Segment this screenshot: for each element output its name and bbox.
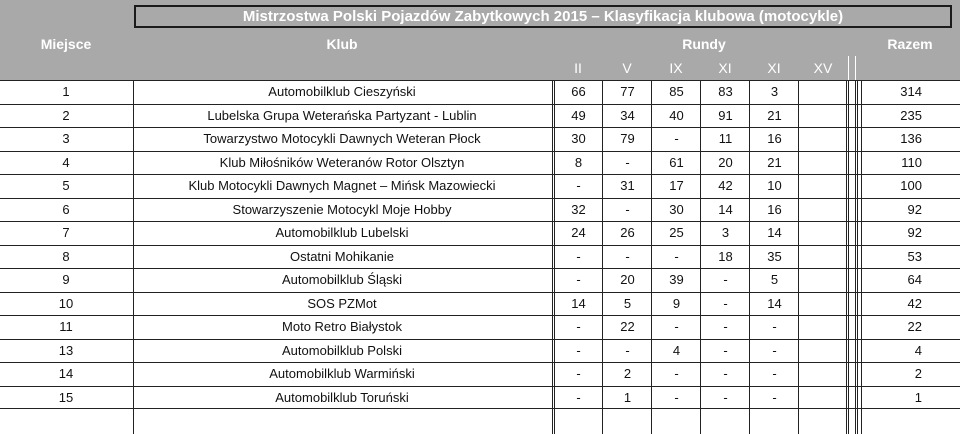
round-score-cell: - <box>674 131 679 146</box>
total-cell: 4 <box>914 342 922 358</box>
table-row <box>0 339 960 363</box>
round-score-cell: 16 <box>767 201 782 217</box>
table-row <box>0 104 960 128</box>
round-score-cell: - <box>772 319 777 334</box>
round-score-cell: - <box>625 342 630 358</box>
round-score-cell: - <box>723 389 728 405</box>
round-score-cell: - <box>625 248 630 264</box>
round-score-cell: - <box>576 178 581 193</box>
round-header: XI <box>767 60 781 76</box>
club-cell: Automobilklub Polski <box>282 342 402 358</box>
round-score-cell: 77 <box>620 84 635 99</box>
total-cell: 100 <box>900 178 922 193</box>
round-header: V <box>622 60 632 76</box>
header-place: Miejsce <box>40 36 92 52</box>
round-score-cell: - <box>625 201 630 217</box>
round-score-cell: 91 <box>718 107 733 123</box>
header-rounds: Rundy <box>682 36 726 52</box>
round-score-cell: 61 <box>669 154 684 170</box>
round-score-cell: - <box>674 389 679 405</box>
place-cell: 6 <box>62 201 70 217</box>
place-cell: 1 <box>62 84 70 99</box>
table-row <box>0 80 960 104</box>
round-score-cell: - <box>723 295 728 311</box>
round-score-cell: - <box>723 272 728 287</box>
table-row <box>0 221 960 245</box>
round-score-cell: 14 <box>767 295 782 311</box>
round-score-cell <box>799 105 848 128</box>
round-score-cell <box>799 363 848 386</box>
place-cell: 13 <box>58 342 74 358</box>
total-cell: 235 <box>900 107 922 123</box>
round-score-cell: 24 <box>571 225 586 240</box>
header-club: Klub <box>326 36 358 52</box>
total-cell: 110 <box>901 154 922 170</box>
total-cell: 92 <box>907 225 922 240</box>
place-cell: 5 <box>62 178 70 193</box>
table-row <box>0 151 960 175</box>
total-cell: 22 <box>907 319 922 334</box>
round-score-cell <box>799 128 848 151</box>
round-score-cell: 25 <box>669 225 684 240</box>
round-score-cell: - <box>576 366 581 381</box>
round-score-cell <box>799 293 848 316</box>
round-score-cell: 26 <box>620 225 635 240</box>
round-score-cell: 32 <box>571 201 586 217</box>
round-score-cell: 22 <box>620 319 635 334</box>
table-row <box>0 292 960 316</box>
place-cell: 9 <box>62 272 70 287</box>
round-score-cell: - <box>576 272 581 287</box>
place-cell: 3 <box>62 131 70 146</box>
club-cell: Automobilklub Toruński <box>275 389 409 405</box>
round-score-cell: 14 <box>767 225 782 240</box>
round-score-cell: - <box>772 389 777 405</box>
club-cell: Automobilklub Lubelski <box>275 225 409 240</box>
title-bar <box>0 0 960 32</box>
club-cell: Automobilklub Cieszyński <box>268 84 416 99</box>
round-score-cell: 1 <box>623 389 632 405</box>
club-cell: Automobilklub Warmiński <box>269 366 415 381</box>
round-score-cell <box>799 269 848 292</box>
header-row <box>0 32 960 56</box>
round-score-cell <box>799 152 848 175</box>
round-score-cell: 21 <box>767 107 782 123</box>
total-cell: 92 <box>907 201 922 217</box>
place-cell: 8 <box>62 248 70 264</box>
round-score-cell: 10 <box>767 178 782 193</box>
round-score-cell: 4 <box>672 342 681 358</box>
place-cell: 11 <box>59 319 73 334</box>
club-cell: Klub Motocykli Dawnych Magnet – Mińsk Mazowiecki <box>188 178 496 193</box>
round-header: II <box>574 60 582 76</box>
round-score-cell: - <box>576 319 581 334</box>
total-cell: 42 <box>907 295 922 311</box>
round-score-cell: 42 <box>718 178 733 193</box>
club-cell: Klub Miłośników Weteranów Rotor Olsztyn <box>219 154 465 170</box>
club-cell: Automobilklub Śląski <box>282 272 402 287</box>
round-score-cell: - <box>576 342 581 358</box>
round-score-cell: 5 <box>770 272 779 287</box>
place-cell: 10 <box>58 295 74 311</box>
round-score-cell: 83 <box>718 84 733 99</box>
round-score-cell: - <box>674 366 679 381</box>
round-score-cell: - <box>772 342 777 358</box>
round-header: XI <box>718 60 732 76</box>
round-score-cell <box>799 387 848 410</box>
round-score-cell: - <box>576 389 581 405</box>
place-cell: 14 <box>58 366 74 381</box>
round-score-cell: - <box>772 366 777 381</box>
classification-rows <box>0 80 960 409</box>
round-score-cell: - <box>723 319 728 334</box>
round-score-cell: 17 <box>669 178 684 193</box>
place-cell: 15 <box>58 389 74 405</box>
club-cell: Ostatni Mohikanie <box>289 248 395 264</box>
round-score-cell: 40 <box>669 107 684 123</box>
round-score-cell: 35 <box>767 248 782 264</box>
round-score-cell: 31 <box>620 178 635 193</box>
table-row <box>0 362 960 386</box>
club-cell: Stowarzyszenie Motocykl Moje Hobby <box>232 201 452 217</box>
round-score-cell: 5 <box>623 295 632 311</box>
round-score-cell: 79 <box>620 131 635 146</box>
round-score-cell: 14 <box>571 295 586 311</box>
header-total: Razem <box>887 36 933 52</box>
round-score-cell: 39 <box>669 272 684 287</box>
round-score-cell: - <box>723 342 728 358</box>
round-score-cell: 8 <box>574 154 583 170</box>
club-cell: SOS PZMot <box>307 295 377 311</box>
round-score-cell: - <box>674 248 679 264</box>
club-cell: Towarzystwo Motocykli Dawnych Weteran Płock <box>203 131 481 146</box>
round-header: IX <box>669 60 683 76</box>
table-row <box>0 245 960 269</box>
place-cell: 2 <box>62 107 70 123</box>
table-row <box>0 174 960 198</box>
round-score-cell <box>799 175 848 198</box>
round-score-cell: 20 <box>718 154 733 170</box>
round-score-cell: 20 <box>620 272 635 287</box>
total-cell: 1 <box>914 389 922 405</box>
round-score-cell: 85 <box>669 84 684 99</box>
round-score-cell: - <box>723 366 728 381</box>
round-score-cell <box>799 199 848 222</box>
total-cell: 64 <box>907 272 922 287</box>
place-cell: 4 <box>62 154 70 170</box>
round-score-cell: 14 <box>718 201 733 217</box>
table-row <box>0 386 960 410</box>
round-score-cell: 3 <box>770 84 779 99</box>
table-row <box>0 315 960 339</box>
club-cell: Moto Retro Białystok <box>282 319 402 334</box>
table-row <box>0 268 960 292</box>
place-cell: 7 <box>62 225 70 240</box>
total-cell: 136 <box>900 131 922 146</box>
table-row <box>0 198 960 222</box>
round-score-cell: 66 <box>571 84 586 99</box>
round-score-cell <box>799 340 848 363</box>
round-score-cell: 30 <box>669 201 684 217</box>
round-score-cell <box>799 246 848 269</box>
round-score-cell <box>799 222 848 245</box>
round-score-cell: 49 <box>571 107 586 123</box>
round-score-cell: 11 <box>718 131 733 146</box>
table-row <box>0 127 960 151</box>
round-score-cell: 18 <box>718 248 733 264</box>
round-header: XV <box>813 60 833 76</box>
round-score-cell <box>799 81 848 104</box>
round-score-cell: 30 <box>571 131 586 146</box>
table-title: Mistrzostwa Polski Pojazdów Zabytkowych 2015 – Klasyfikacja klubowa (motocykle) <box>134 5 952 28</box>
round-score-cell: 3 <box>721 225 730 240</box>
round-score-cell: 16 <box>767 131 782 146</box>
round-score-cell: 21 <box>767 154 782 170</box>
total-cell: 2 <box>914 366 922 381</box>
total-cell: 53 <box>907 248 922 264</box>
round-score-cell: 2 <box>623 366 632 381</box>
round-score-cell: 34 <box>620 107 635 123</box>
round-score-cell: - <box>674 319 679 334</box>
club-cell: Lubelska Grupa Weterańska Partyzant - Lublin <box>207 107 477 123</box>
total-cell: 314 <box>900 84 922 99</box>
round-score-cell: - <box>625 154 630 170</box>
round-score-cell: - <box>576 248 581 264</box>
rounds-header-row <box>0 56 960 80</box>
round-score-cell <box>799 316 848 339</box>
round-score-cell: 9 <box>672 295 681 311</box>
